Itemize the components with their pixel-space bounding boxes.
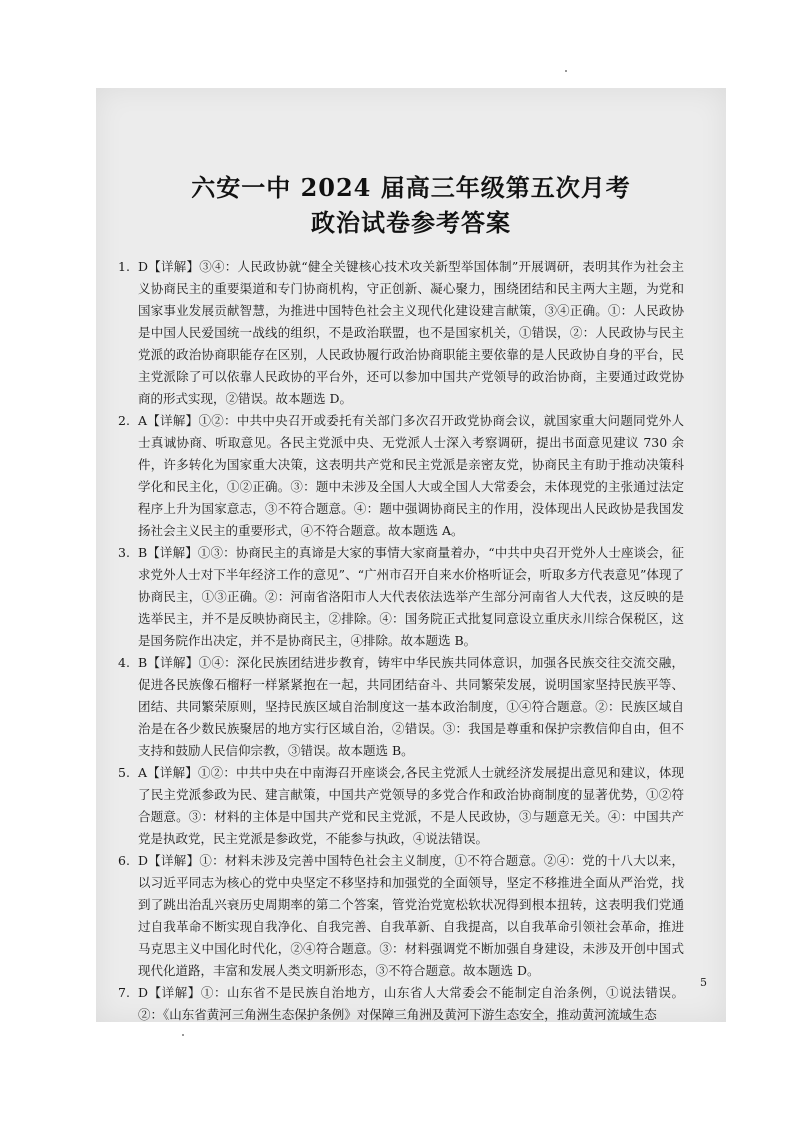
- explanation-text: ①③：协商民主的真谛是大家的事情大家商量着办，“中共中央召开党外人士座谈会，征求党外人士对下半年经济工作的意见”、“广州市召开自来水价格听证会，听取多方代表意见”体现了协商民主，①③正确。②：河南省洛阳市人大代表依法选举产生部分河南省人大代表，这反映的是选举民主，并不是反映协商民主，②排除。④：国务院正式批复同意设立重庆永川综合保税区，这是国务院作出决定，并不是协商民主，④排除。故本题选 B。: [138, 545, 684, 648]
- title-line-1: 六安一中 2024 届高三年级第五次月考: [191, 173, 631, 202]
- item-number: 1.: [118, 259, 130, 274]
- answer-item-3: [118, 542, 684, 652]
- page-number: 5: [700, 976, 707, 989]
- item-number: 5.: [118, 765, 130, 780]
- answer-item-2: [118, 410, 684, 542]
- answer-label: A【详解】: [138, 765, 198, 780]
- item-number: 2.: [118, 413, 130, 428]
- answer-list: [118, 256, 684, 1026]
- answer-label: D【详解】: [138, 259, 200, 274]
- answer-label: D【详解】: [138, 985, 201, 1000]
- answer-label: D【详解】: [138, 853, 200, 868]
- answer-label: A【详解】: [138, 413, 199, 428]
- scan-speck: [565, 70, 567, 72]
- explanation-text: ①②：中共中央召开或委托有关部门多次召开政党协商会议，就国家重大问题同党外人士真诚协商、听取意见。各民主党派中央、无党派人士深入考察调研，提出书面意见建议 730 余件，许多转化为国家重大决策，这表明共产党和民主党派是亲密友党，协商民主有助于推动决策科学化和民主化，①②正确。③：题中未涉及全国人大或全国人大常委会，未体现党的主张通过法定程序上升为国家意志，③不符合题意。④：题中强调协商民主的作用，没体现出人民政协是我国发扬社会主义民主的重要形式，④不符合题意。故本题选 A。: [138, 413, 684, 538]
- item-number: 7.: [118, 985, 130, 1000]
- answer-label: B【详解】: [138, 545, 198, 560]
- item-number: 6.: [118, 853, 130, 868]
- explanation-text: ①④：深化民族团结进步教育，铸牢中华民族共同体意识，加强各民族交往交流交融，促进各民族像石榴籽一样紧紧抱在一起，共同团结奋斗、共同繁荣发展，说明国家坚持民族平等、团结、共同繁荣原则，坚持民族区域自治制度这一基本政治制度，①④符合题意。②：民族区域自治是在各少数民族聚居的地方实行区域自治，②错误。③：我国是尊重和保护宗教信仰自由，但不支持和鼓励人民信仰宗教，③错误。故本题选 B。: [138, 655, 684, 758]
- explanation-text: ①：材料未涉及完善中国特色社会主义制度，①不符合题意。②④：党的十八大以来，以习近平同志为核心的党中央坚定不移坚持和加强党的全面领导，坚定不移推进全面从严治党，找到了跳出治乱兴衰历史周期率的第二个答案，管党治党宽松软状况得到根本扭转，这表明我们党通过自我革命不断实现自我净化、自我完善、自我革新、自我提高，以自我革命引领社会革命，推进马克思主义中国化时代化，②④符合题意。③：材料强调党不断加强自身建设，未涉及开创中国式现代化道路，丰富和发展人类文明新形态，③不符合题意。故本题选 D。: [138, 853, 684, 978]
- answer-label: B【详解】: [138, 655, 199, 670]
- answer-item-7: [118, 982, 684, 1026]
- item-number: 4.: [118, 655, 130, 670]
- answer-item-6: [118, 850, 684, 982]
- answer-item-1: [118, 256, 684, 410]
- explanation-text: ①：山东省不是民族自治地方，山东省人大常委会不能制定自治条例，①说法错误。②：《山东省黄河三角洲生态保护条例》对保障三角洲及黄河下游生态安全，推动黄河流域生态: [138, 985, 684, 1022]
- answer-item-4: [118, 652, 684, 762]
- explanation-text: ③④：人民政协就“健全关键核心技术攻关新型举国体制”开展调研，表明其作为社会主义协商民主的重要渠道和专门协商机构，守正创新、凝心聚力，围绕团结和民主两大主题，为党和国家事业发展贡献智慧，为推进中国特色社会主义现代化建设建言献策，③④正确。①：人民政协是中国人民爱国统一战线的组织，不是政治联盟，也不是国家机关，①错误，②：人民政协与民主党派的政治协商职能存在区别，人民政协履行政治协商职能主要依靠的是人民政协自身的平台，民主党派除了可以依靠人民政协的平台外，还可以参加中国共产党领导的政治协商，主要通过政党协商的形式实现，②错误。故本题选 D。: [138, 259, 684, 406]
- item-number: 3.: [118, 545, 130, 560]
- scan-speck: [182, 1034, 184, 1036]
- explanation-text: ①②：中共中央在中南海召开座谈会,各民主党派人士就经济发展提出意见和建议，体现了民主党派参政为民、建言献策，中国共产党领导的多党合作和政治协商制度的显著优势，①②符合题意。③：材料的主体是中国共产党和民主党派，不是人民政协，③与题意无关。④：中国共产党是执政党，民主党派是参政党，不能参与执政，④说法错误。: [138, 765, 684, 846]
- title-line-2: 政治试卷参考答案: [311, 208, 511, 237]
- answer-item-5: [118, 762, 684, 850]
